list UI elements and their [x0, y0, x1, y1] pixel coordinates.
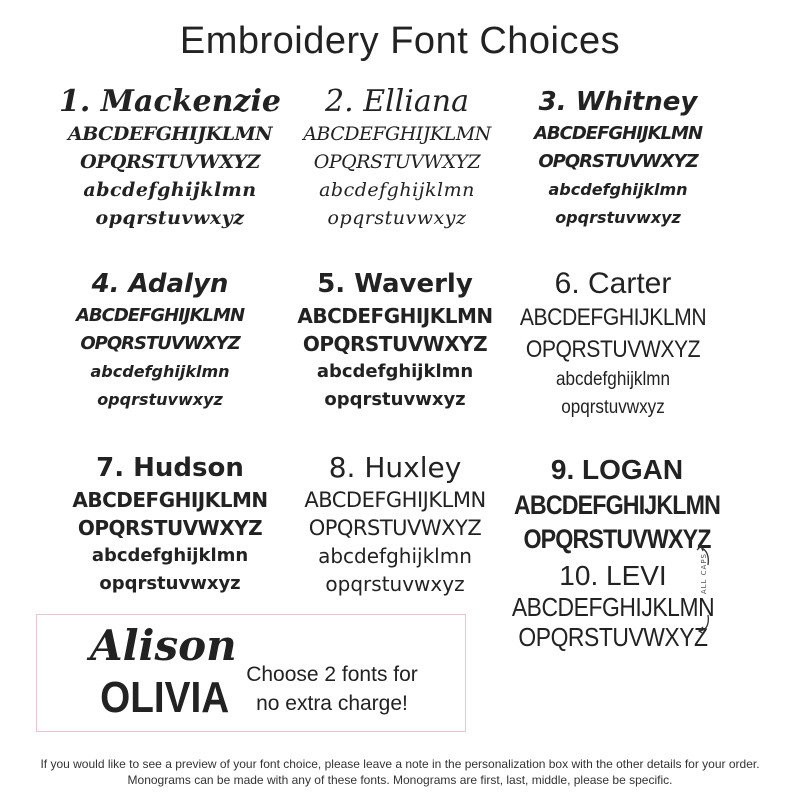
- font-name: 6. Carter: [554, 267, 672, 300]
- lowercase-line: abcdefghijklmn: [318, 544, 472, 568]
- lowercase-line: opqrstuvwxyz: [561, 397, 665, 418]
- lowercase-line: opqrstuvwxyz: [95, 207, 245, 229]
- all-caps-note: ALL CAPS: [700, 553, 708, 595]
- lowercase-line: abcdefghijklmn: [319, 179, 475, 201]
- lowercase-line: opqrstuvwxyz: [327, 207, 467, 229]
- font-name: 8. Huxley: [328, 451, 462, 484]
- font-sample-adalyn: [35, 266, 285, 414]
- font-sample-hudson: [45, 450, 295, 598]
- font-name: 5. Waverly: [317, 269, 473, 299]
- uppercase-line: ABCDEFGHIJKLMN: [75, 305, 245, 326]
- footer-line: If you would like to see a preview of your font choice, please leave a note in the personalization box with the other details for your order.: [40, 757, 760, 771]
- uppercase-line: OPQRSTUVWXYZ: [302, 332, 488, 356]
- uppercase-line: OPQRSTUVWXYZ: [80, 333, 240, 354]
- uppercase-line: ABCDEFGHIJKLMN: [67, 123, 273, 145]
- uppercase-line: ABCDEFGHIJKLMN: [304, 488, 486, 512]
- footer-line: Monograms can be made with any of these fonts. Monograms are first, last, middle, please be specific.: [127, 773, 673, 787]
- lowercase-line: abcdefghijklmn: [548, 180, 688, 199]
- font-sample-whitney: [493, 84, 743, 232]
- lowercase-line: opqrstuvwxyz: [99, 573, 241, 594]
- uppercase-line: ABCDEFGHIJKLMN: [303, 123, 491, 145]
- lowercase-line: abcdefghijklmn: [90, 362, 230, 381]
- footer-note: [0, 756, 800, 788]
- font-name: 2. Elliana: [325, 84, 469, 119]
- font-name: 7. Hudson: [96, 453, 244, 483]
- uppercase-line: OPQRSTUVWXYZ: [77, 516, 263, 540]
- uppercase-line: OPQRSTUVWXYZ: [313, 151, 481, 173]
- font-sample-carter: [488, 266, 738, 422]
- font-name: 4. Adalyn: [91, 269, 229, 299]
- uppercase-line: OPQRSTUVWXYZ: [518, 622, 708, 652]
- font-sample-elliana: [272, 84, 522, 232]
- font-sample-huxley: [270, 450, 520, 598]
- uppercase-line: OPQRSTUVWXYZ: [308, 516, 482, 540]
- font-name: 3. Whitney: [538, 87, 698, 117]
- font-sample-logan: [492, 452, 742, 556]
- lowercase-line: opqrstuvwxyz: [97, 390, 223, 409]
- lowercase-line: opqrstuvwxyz: [324, 389, 466, 410]
- page-title: Embroidery Font Choices: [179, 20, 621, 62]
- lowercase-line: abcdefghijklmn: [316, 361, 474, 382]
- uppercase-line: ABCDEFGHIJKLMN: [519, 304, 707, 331]
- promo-message: Choose 2 fonts for no extra charge!: [246, 663, 418, 715]
- font-sample-waverly: [270, 266, 520, 414]
- uppercase-line: ABCDEFGHIJKLMN: [297, 304, 493, 328]
- uppercase-line: OPQRSTUVWXYZ: [523, 524, 711, 554]
- font-name: 9. LOGAN: [550, 454, 684, 485]
- font-name: 1. Mackenzie: [59, 84, 281, 119]
- lowercase-line: abcdefghijklmn: [91, 545, 249, 566]
- promo-sample-script-name: Alison: [90, 621, 237, 670]
- lowercase-line: abcdefghijklmn: [555, 369, 671, 390]
- uppercase-line: ABCDEFGHIJKLMN: [533, 123, 703, 144]
- lowercase-line: abcdefghijklmn: [83, 179, 257, 201]
- uppercase-line: OPQRSTUVWXYZ: [525, 336, 701, 363]
- promo-sample-block-name: OLIVIA: [100, 673, 230, 722]
- font-sample-mackenzie: [45, 84, 295, 232]
- uppercase-line: OPQRSTUVWXYZ: [538, 151, 698, 172]
- lowercase-line: opqrstuvwxyz: [325, 572, 465, 596]
- uppercase-line: ABCDEFGHIJKLMN: [511, 592, 715, 622]
- uppercase-line: ABCDEFGHIJKLMN: [514, 490, 720, 520]
- lowercase-line: opqrstuvwxyz: [555, 208, 681, 227]
- uppercase-line: OPQRSTUVWXYZ: [80, 151, 260, 173]
- font-name: 10. LEVI: [559, 560, 667, 591]
- uppercase-line: ABCDEFGHIJKLMN: [72, 488, 268, 512]
